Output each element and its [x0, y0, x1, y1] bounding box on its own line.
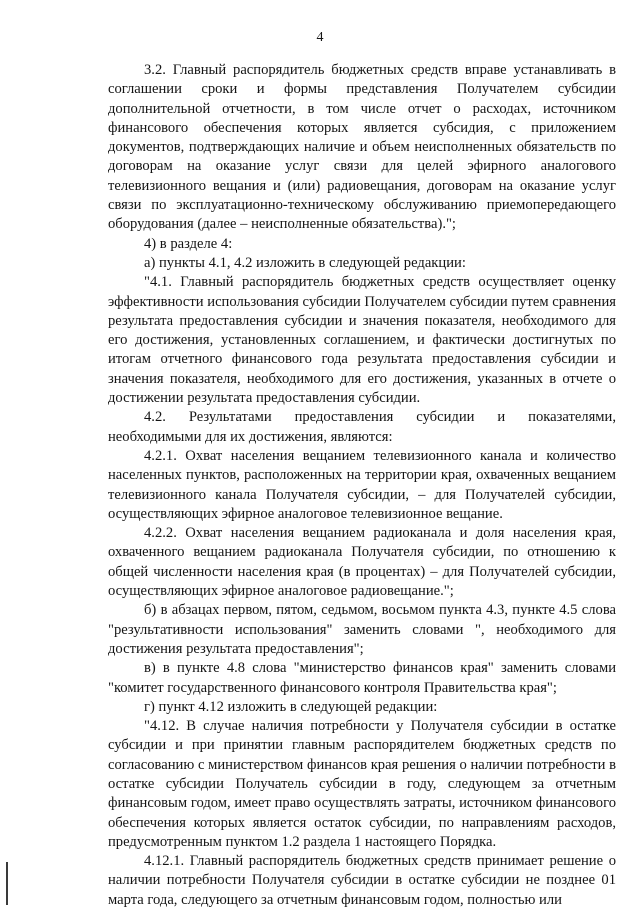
paragraph-4-1: "4.1. Главный распорядитель бюджетных средств осуществляет оценку эффективности использования субсидии Получателем субсидии путем сравнения результата предоставления субсидии и значения показателя, необходимого для его достижения, установленных соглашением, и фактически достигнутых по итогам отчетного финансового года результата предоставления субсидии и значения показателя, необходимого для его достижения, указанных в отчете о достижении результата предоставления субсидии.	[108, 274, 616, 407]
paragraph-item-a: а) пункты 4.1, 4.2 изложить в следующей редакции:	[144, 254, 466, 271]
paragraph-4-12-1: 4.12.1. Главный распорядитель бюджетных средств принимает решение о наличии потребности Получателя субсидии в остатке субсидии не позднее 01 марта года, следующего за отчетным финансовым годом, полностью или	[108, 853, 616, 908]
paragraph-section-4: 4) в разделе 4:	[144, 235, 233, 252]
paragraph-4-2-2: 4.2.2. Охват населения вещанием радиоканала и доля населения края, охваченного вещанием радиоканала Получателя субсидии, по отношению к общей численности населения края (в процентах) – для Получателей субсидии, осуществляющих эфирное аналоговое радиовещание.";	[108, 525, 616, 600]
paragraph-item-g: г) пункт 4.12 изложить в следующей редакции:	[144, 698, 438, 715]
paragraph-3-2: 3.2. Главный распорядитель бюджетных средств вправе устанавливать в соглашении сроки и формы представления Получателем субсидии дополнительной отчетности, в том числе отчет о расходах, источником финансового обеспечения которых является субсидия, с приложением документов, подтверждающих наличие и объем неисполненных обязательств по договорам на оказание услуг связи для целей эфирного аналогового телевизионного вещания и (или) радиовещания, договорам на оказание услуг связи по эксплуатационно-техническому обслуживанию приемопередающего оборудования (далее – неисполненные обязательства).";	[108, 62, 616, 233]
paragraph-4-2: 4.2. Результатами предоставления субсидии и показателями, необходимыми для их достижения, являются:	[108, 409, 616, 445]
paragraph-4-2-1: 4.2.1. Охват населения вещанием телевизионного канала и количество населенных пунктов, расположенных на территории края, охваченных вещанием телевизионного канала Получателя субсидии, – для Получателей субсидии, осуществляющих эфирное аналоговое телевизионное вещание.	[108, 447, 616, 522]
scan-edge-mark	[6, 862, 8, 905]
paragraph-item-b: б) в абзацах первом, пятом, седьмом, восьмом пункта 4.3, пункте 4.5 слова "результативности использования" заменить словами ", необходимого для достижения результата предоставления";	[108, 602, 616, 657]
document-body	[108, 61, 616, 910]
paragraph-4-12: "4.12. В случае наличия потребности у Получателя субсидии в остатке субсидии и при принятии главным распорядителем бюджетных средств по согласованию с министерством финансов края решения о наличии потребности в остатке субсидии Получатель субсидии в году, следующем за отчетным финансовым годом, имеет право осуществлять затраты, источником финансового обеспечения которых является остаток субсидии, по направлениям расходов, предусмотренным пунктом 1.2 раздела 1 настоящего Порядка.	[108, 718, 616, 850]
page-number: 4	[316, 30, 324, 45]
paragraph-item-v: в) в пункте 4.8 слова "министерство финансов края" заменить словами "комитет государственного финансового контроля Правительства края";	[108, 660, 616, 696]
